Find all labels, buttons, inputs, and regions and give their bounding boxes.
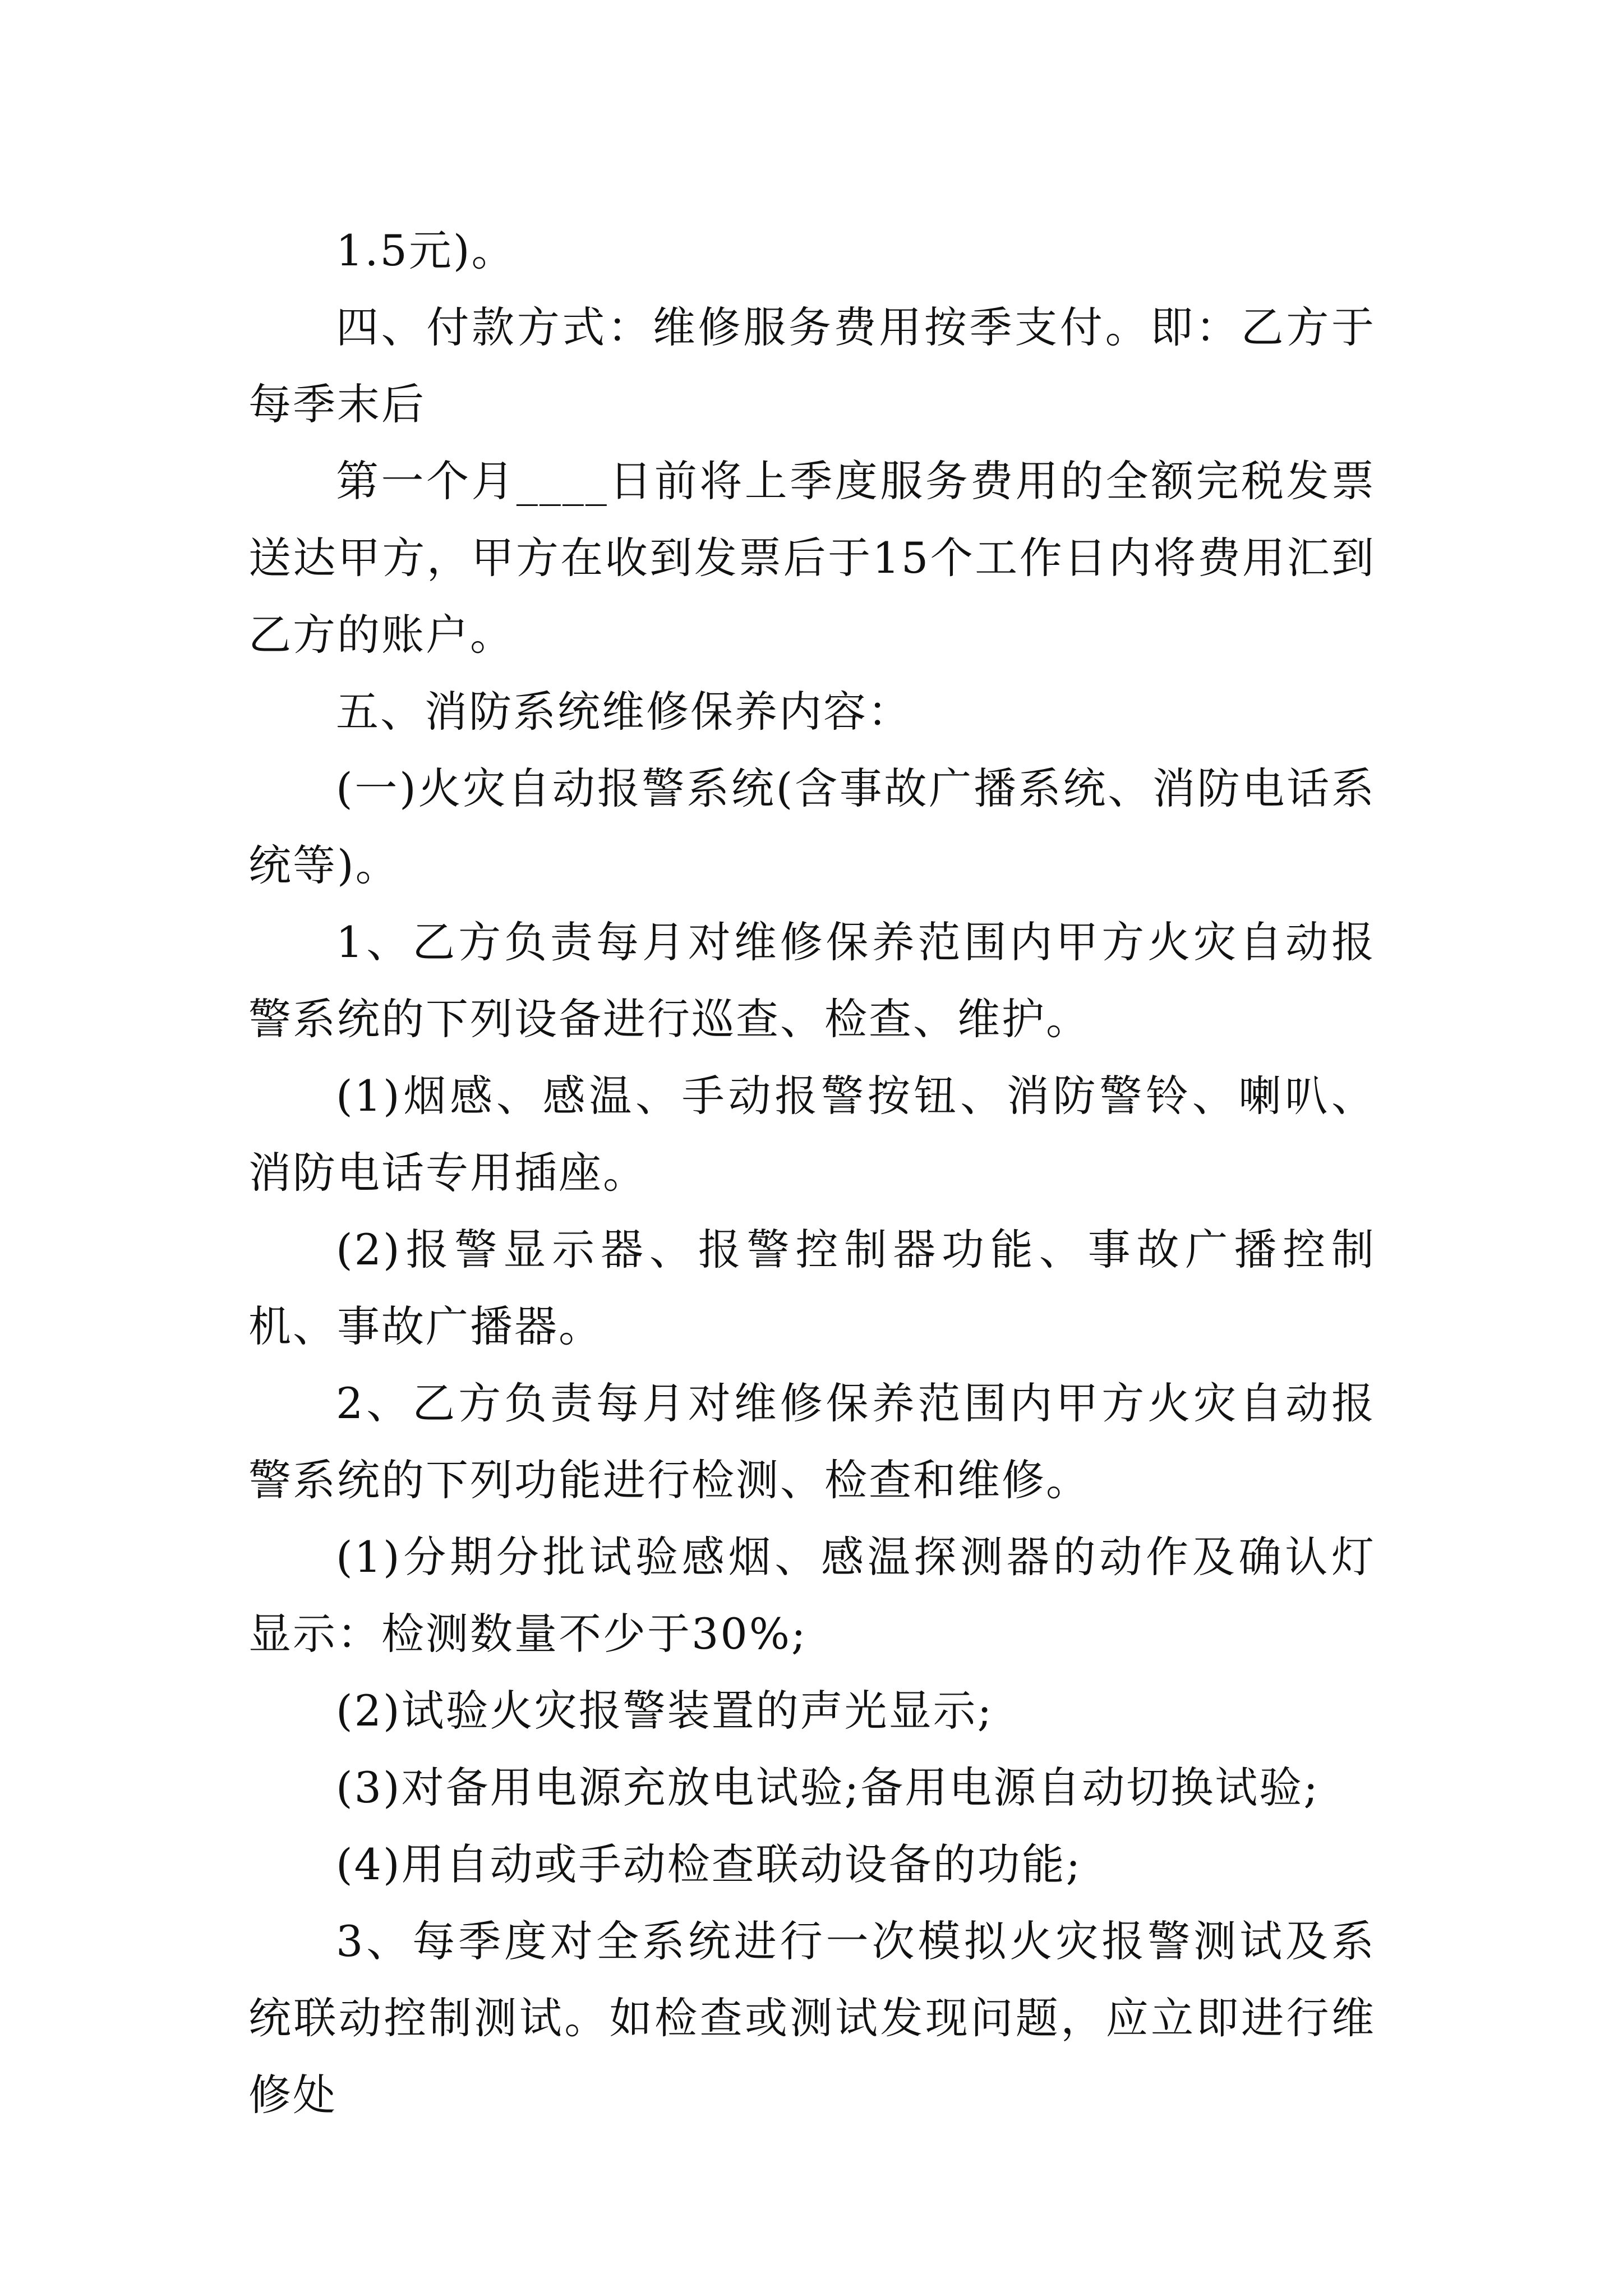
- list-item-devices-2: (2)报警显示器、报警控制器功能、事故广播控制机、事故广播器。: [248, 1225, 1376, 1351]
- list-item-devices-1: (1)烟感、感温、手动报警按钮、消防警铃、喇叭、消防电话专用插座。: [248, 1071, 1376, 1198]
- subsection-heading-fire-alarm-system: (一)火灾自动报警系统(含事故广播系统、消防电话系统等)。: [248, 763, 1376, 890]
- list-item-test-2: (2)试验火灾报警装置的声光显示;: [336, 1686, 994, 1736]
- list-item-test-4: (4)用自动或手动检查联动设备的功能;: [336, 1839, 1082, 1889]
- paragraph-invoice-deadline: 第一个月____日前将上季度服务费用的全额完税发票送达甲方，甲方在收到发票后于15个工作日内将费用汇到乙方的账户。: [248, 456, 1376, 660]
- paragraph-monthly-testing: 2、乙方负责每月对维修保养范围内甲方火灾自动报警系统的下列功能进行检测、检查和维修。: [248, 1378, 1376, 1505]
- paragraph-payment-method: 四、付款方式：维修服务费用按季支付。即：乙方于每季末后: [248, 302, 1376, 429]
- paragraph-fee-note: 1.5元)。: [336, 226, 516, 275]
- document-body: [248, 212, 1376, 2133]
- paragraph-monthly-inspection: 1、乙方负责每月对维修保养范围内甲方火灾自动报警系统的下列设备进行巡查、检查、维护。: [248, 917, 1376, 1044]
- list-item-test-1: (1)分期分批试验感烟、感温探测器的动作及确认灯显示：检测数量不少于30%;: [248, 1532, 1376, 1659]
- section-heading-maintenance-content: 五、消防系统维修保养内容：: [336, 687, 912, 737]
- paragraph-quarterly-simulation: 3、每季度对全系统进行一次模拟火灾报警测试及系统联动控制测试。如检查或测试发现问题，应立即进行维修处: [248, 1916, 1376, 2120]
- list-item-test-3: (3)对备用电源充放电试验;备用电源自动切换试验;: [336, 1763, 1320, 1812]
